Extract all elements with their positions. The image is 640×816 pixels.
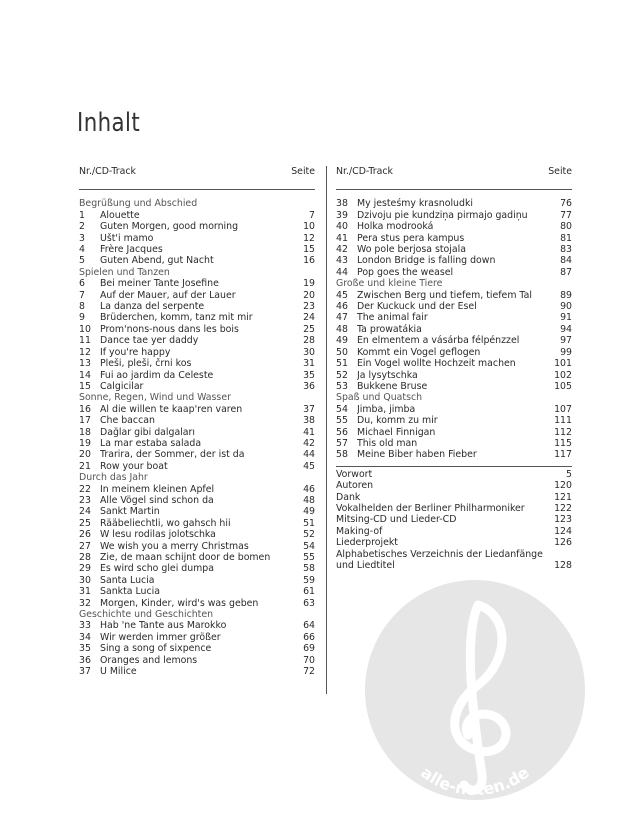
page-number: 69 xyxy=(303,643,315,655)
extra-row xyxy=(336,526,572,537)
page-number: 5 xyxy=(566,468,572,480)
track-number: 9 xyxy=(79,312,85,324)
toc-row xyxy=(79,312,315,323)
track-number: 42 xyxy=(336,244,348,256)
page-title: Inhalt xyxy=(77,108,141,138)
toc-row xyxy=(79,244,315,255)
toc-row xyxy=(336,347,572,358)
page-number: 45 xyxy=(303,460,315,472)
track-header: Nr./CD-Track xyxy=(336,166,393,177)
page-number: 55 xyxy=(303,552,315,563)
toc-row xyxy=(336,438,572,449)
page-number: 44 xyxy=(303,449,315,461)
extra-row xyxy=(336,537,572,548)
toc-row xyxy=(336,244,572,255)
track-number: 21 xyxy=(79,460,91,472)
track-number: 54 xyxy=(336,403,348,415)
song-title: U Milice xyxy=(100,666,137,678)
toc-row xyxy=(79,598,315,609)
extra-row xyxy=(336,549,572,560)
song-title: Brüderchen, komm, tanz mit mir xyxy=(100,312,253,324)
track-number: 47 xyxy=(336,312,348,324)
toc-row xyxy=(79,278,315,289)
toc-row xyxy=(336,255,572,266)
section-heading: Große und kleine Tiere xyxy=(336,278,443,290)
page-number: 99 xyxy=(560,346,572,358)
track-number: 24 xyxy=(79,506,91,518)
page-number: 12 xyxy=(303,232,315,244)
song-title: Dance tae yer daddy xyxy=(100,335,199,347)
song-title: La danza del serpente xyxy=(100,301,205,313)
track-header: Nr./CD-Track xyxy=(79,166,136,177)
song-title: Row your boat xyxy=(100,460,168,472)
page-number: 91 xyxy=(560,312,572,324)
page-number: 83 xyxy=(560,244,572,256)
toc-row xyxy=(79,484,315,495)
section-heading: Durch das Jahr xyxy=(79,472,148,484)
track-number: 14 xyxy=(79,369,91,381)
song-title: Pleši, pleši, črni kos xyxy=(100,358,192,370)
page-number: 19 xyxy=(303,278,315,290)
page-number: 89 xyxy=(560,289,572,301)
toc-row xyxy=(79,324,315,335)
track-number: 23 xyxy=(79,494,91,506)
extra-row xyxy=(336,503,572,514)
extra-title: Autoren xyxy=(336,480,374,492)
page-number: 42 xyxy=(303,437,315,449)
extra-title: Mitsing-CD und Lieder-CD xyxy=(336,514,457,526)
song-title: Che baccan xyxy=(100,415,155,427)
page-number: 52 xyxy=(303,529,315,541)
track-number: 38 xyxy=(336,198,348,210)
toc-row xyxy=(79,495,315,506)
track-number: 3 xyxy=(79,232,85,244)
toc-row xyxy=(336,358,572,369)
track-number: 33 xyxy=(79,620,91,632)
song-title: Morgen, Kinder, wird's was geben xyxy=(100,597,259,609)
page-number: 61 xyxy=(303,586,315,598)
page-number: 25 xyxy=(303,323,315,335)
track-number: 11 xyxy=(79,335,91,347)
track-number: 12 xyxy=(79,346,91,358)
page-number: 102 xyxy=(554,369,572,381)
toc-row xyxy=(79,563,315,574)
song-title: Pera stus pera kampus xyxy=(357,232,465,244)
track-number: 26 xyxy=(79,529,91,541)
extra-title: Vorwort xyxy=(336,468,373,480)
toc-row xyxy=(79,529,315,540)
toc-row xyxy=(336,404,572,415)
section-heading: Geschichte und Geschichten xyxy=(79,609,214,621)
toc-row xyxy=(79,643,315,654)
page-number: 63 xyxy=(303,597,315,609)
page-number: 76 xyxy=(560,198,572,210)
page-number: 101 xyxy=(554,358,572,370)
page-number: 87 xyxy=(560,266,572,278)
song-title: Meine Biber haben Fieber xyxy=(357,449,477,461)
song-title: Rääbeliechtli, wo gahsch hii xyxy=(100,517,231,529)
toc-row xyxy=(336,221,572,232)
toc-row xyxy=(79,210,315,221)
page-number: 36 xyxy=(303,380,315,392)
track-number: 16 xyxy=(79,403,91,415)
page-number: 126 xyxy=(554,537,572,549)
page-number: 15 xyxy=(303,244,315,256)
page-number: 31 xyxy=(303,358,315,370)
page-number: 66 xyxy=(303,631,315,643)
watermark-text: alle-noten.de xyxy=(417,762,533,800)
track-number: 49 xyxy=(336,335,348,347)
toc-row xyxy=(79,233,315,244)
page-number: 23 xyxy=(303,301,315,313)
track-number: 2 xyxy=(79,221,85,233)
track-number: 8 xyxy=(79,301,85,313)
song-title: Guten Morgen, good morning xyxy=(100,221,239,233)
page-number: 112 xyxy=(554,426,572,438)
track-number: 22 xyxy=(79,483,91,495)
page-number: 48 xyxy=(303,494,315,506)
page-number: 84 xyxy=(560,255,572,267)
track-number: 41 xyxy=(336,232,348,244)
track-number: 18 xyxy=(79,426,91,438)
page-number: 124 xyxy=(554,525,572,537)
extras-list xyxy=(336,469,572,572)
page-number: 123 xyxy=(554,514,572,526)
song-title: Zie, de maan schijnt door de bomen xyxy=(100,552,271,563)
song-title: Pop goes the weasel xyxy=(357,266,454,278)
toc-row xyxy=(79,541,315,552)
track-number: 17 xyxy=(79,415,91,427)
toc-row xyxy=(79,301,315,312)
toc-row xyxy=(79,449,315,460)
song-title: Frère Jacques xyxy=(100,244,163,256)
toc-row xyxy=(336,312,572,323)
page-number: 115 xyxy=(554,437,572,449)
track-number: 36 xyxy=(79,654,91,666)
song-title: The animal fair xyxy=(357,312,428,324)
toc-row xyxy=(79,358,315,369)
track-number: 35 xyxy=(79,643,91,655)
song-title: Hab 'ne Tante aus Marokko xyxy=(100,620,227,632)
page-number: 70 xyxy=(303,654,315,666)
page-number: 59 xyxy=(303,574,315,586)
toc-row xyxy=(79,335,315,346)
song-title: In meinem kleinen Apfel xyxy=(100,483,215,495)
toc-row xyxy=(336,198,572,209)
track-number: 20 xyxy=(79,449,91,461)
song-title: Sankt Martin xyxy=(100,506,160,518)
section-heading: Spielen und Tanzen xyxy=(79,266,170,278)
page-number: 81 xyxy=(560,232,572,244)
song-title: Bei meiner Tante Josefine xyxy=(100,278,219,290)
track-number: 32 xyxy=(79,597,91,609)
song-title: Ušt'i mamo xyxy=(100,232,154,244)
toc-row xyxy=(79,221,315,232)
toc-row xyxy=(79,586,315,597)
song-title: Jimba, jimba xyxy=(357,403,416,415)
track-number: 31 xyxy=(79,586,91,598)
extra-title: Dank xyxy=(336,491,361,503)
header-rule xyxy=(79,189,315,190)
song-title: Oranges and lemons xyxy=(100,654,198,666)
page-number: 72 xyxy=(303,666,315,678)
page-header: Seite xyxy=(291,166,315,177)
song-title: Alle Vögel sind schon da xyxy=(100,494,214,506)
column-divider xyxy=(326,166,327,694)
song-title: Trarira, der Sommer, der ist da xyxy=(100,449,245,461)
song-title: Du, komm zu mir xyxy=(357,415,438,427)
page-number: 122 xyxy=(554,502,572,514)
section-heading: Sonne, Regen, Wind und Wasser xyxy=(79,392,231,404)
page-number: 24 xyxy=(303,312,315,324)
page-number: 46 xyxy=(303,483,315,495)
track-number: 27 xyxy=(79,540,91,552)
page-number xyxy=(554,549,572,560)
track-number: 50 xyxy=(336,346,348,358)
page-number: 111 xyxy=(554,415,572,427)
page-number: 121 xyxy=(554,491,572,503)
track-number: 46 xyxy=(336,301,348,313)
toc-row xyxy=(79,575,315,586)
section-heading: Begrüßung und Abschied xyxy=(79,198,198,210)
toc-row xyxy=(336,427,572,438)
track-number: 1 xyxy=(79,209,85,221)
track-number: 13 xyxy=(79,358,91,370)
toc-row xyxy=(79,381,315,392)
extras-rule xyxy=(336,466,572,467)
song-title: Santa Lucia xyxy=(100,574,155,586)
toc-row xyxy=(79,666,315,677)
track-number: 15 xyxy=(79,380,91,392)
song-title: Al die willen te kaap'ren varen xyxy=(100,403,243,415)
track-number: 37 xyxy=(79,666,91,678)
song-title: Guten Abend, gut Nacht xyxy=(100,255,214,267)
song-title: Sing a song of sixpence xyxy=(100,643,212,655)
track-number: 57 xyxy=(336,437,348,449)
extra-title: Alphabetisches Verzeichnis der Liedanfänge xyxy=(336,548,543,560)
column-header xyxy=(79,166,315,177)
track-number: 39 xyxy=(336,209,348,221)
header-rule xyxy=(336,189,572,190)
extra-title: Making-of xyxy=(336,525,383,537)
toc-row xyxy=(79,552,315,563)
song-title: We wish you a merry Christmas xyxy=(100,540,249,552)
track-number: 45 xyxy=(336,289,348,301)
page-number: 120 xyxy=(554,480,572,492)
track-number: 6 xyxy=(79,278,85,290)
track-number: 30 xyxy=(79,574,91,586)
toc-row xyxy=(79,370,315,381)
page-number: 30 xyxy=(303,346,315,358)
page-number: 77 xyxy=(560,209,572,221)
toc-row xyxy=(336,233,572,244)
song-title: Sankta Lucia xyxy=(100,586,160,598)
toc-row xyxy=(336,415,572,426)
song-title: Ein Vogel wollte Hochzeit machen xyxy=(357,358,516,370)
song-title: Zwischen Berg und tiefem, tiefem Tal xyxy=(357,289,532,301)
extra-row xyxy=(336,480,572,491)
track-number: 58 xyxy=(336,449,348,461)
song-title: Calgicilar xyxy=(100,380,144,392)
track-number: 28 xyxy=(79,552,91,563)
page-number: 94 xyxy=(560,323,572,335)
toc-row xyxy=(79,518,315,529)
song-title: Wo pole berjosa stojala xyxy=(357,244,466,256)
extra-row xyxy=(336,514,572,525)
toc-row xyxy=(336,449,572,460)
page-number: 35 xyxy=(303,369,315,381)
song-title: If you're happy xyxy=(100,346,171,358)
song-title: W lesu rodilas jolotschka xyxy=(100,529,216,541)
song-title: Dağlar gibi dalgaları xyxy=(100,426,195,438)
toc-row xyxy=(79,506,315,517)
toc-row xyxy=(336,370,572,381)
song-title: Holka modrooká xyxy=(357,221,434,233)
toc-row xyxy=(336,301,572,312)
toc-column-left xyxy=(79,166,315,677)
page-number: 10 xyxy=(303,221,315,233)
page-number: 54 xyxy=(303,540,315,552)
page-number: 7 xyxy=(309,209,315,221)
page-number: 28 xyxy=(303,335,315,347)
extra-row xyxy=(336,492,572,503)
page-number: 20 xyxy=(303,289,315,301)
track-number: 48 xyxy=(336,323,348,335)
song-title: Alouette xyxy=(100,209,140,221)
song-title: Kommt ein Vogel geflogen xyxy=(357,346,481,358)
page-number: 117 xyxy=(554,449,572,461)
track-number: 55 xyxy=(336,415,348,427)
toc-row xyxy=(79,290,315,301)
track-number: 10 xyxy=(79,323,91,335)
toc-row xyxy=(79,461,315,472)
track-number: 5 xyxy=(79,255,85,267)
song-title: Ta prowatákia xyxy=(357,323,422,335)
track-number: 44 xyxy=(336,266,348,278)
song-title: La mar estaba salada xyxy=(100,437,202,449)
toc-row xyxy=(336,210,572,221)
toc-list xyxy=(336,198,572,460)
toc-row xyxy=(336,335,572,346)
page-number: 64 xyxy=(303,620,315,632)
page-number: 128 xyxy=(554,560,572,571)
song-title: Es wird scho glei dumpa xyxy=(100,563,215,575)
section-heading: Spaß und Quatsch xyxy=(336,392,423,404)
page-header: Seite xyxy=(548,166,572,177)
track-number: 40 xyxy=(336,221,348,233)
toc-row xyxy=(79,632,315,643)
toc-row xyxy=(79,255,315,266)
toc-row xyxy=(79,620,315,631)
page-number: 105 xyxy=(554,380,572,392)
toc-row xyxy=(79,347,315,358)
track-number: 7 xyxy=(79,289,85,301)
song-title: Én elmentem a vásárba félpénzzel xyxy=(357,335,520,347)
song-title: Wir werden immer größer xyxy=(100,631,221,643)
toc-list xyxy=(79,198,315,677)
page-number: 107 xyxy=(554,403,572,415)
toc-row xyxy=(79,427,315,438)
track-number: 52 xyxy=(336,369,348,381)
track-number: 56 xyxy=(336,426,348,438)
toc-row xyxy=(336,267,572,278)
song-title: Ja lysytschka xyxy=(357,369,418,381)
song-title: Michael Finnigan xyxy=(357,426,436,438)
page-number: 16 xyxy=(303,255,315,267)
toc-row xyxy=(79,404,315,415)
extra-title: Liederprojekt xyxy=(336,537,398,549)
toc-row xyxy=(336,290,572,301)
toc-row xyxy=(79,655,315,666)
track-number: 34 xyxy=(79,631,91,643)
column-header xyxy=(336,166,572,177)
page-number: 51 xyxy=(303,517,315,529)
watermark-logo xyxy=(360,575,590,805)
song-title: This old man xyxy=(357,437,418,449)
page-number: 41 xyxy=(303,426,315,438)
extra-row xyxy=(336,560,572,571)
track-number: 25 xyxy=(79,517,91,529)
extra-title: Vokalhelden der Berliner Philharmoniker xyxy=(336,502,525,514)
page-number: 58 xyxy=(303,563,315,575)
song-title: Auf der Mauer, auf der Lauer xyxy=(100,289,236,301)
track-number: 43 xyxy=(336,255,348,267)
page-number: 90 xyxy=(560,301,572,313)
track-number: 53 xyxy=(336,380,348,392)
page-number: 38 xyxy=(303,415,315,427)
song-title: Der Kuckuck und der Esel xyxy=(357,301,477,313)
extra-title: und Liedtitel xyxy=(336,560,395,571)
song-title: My jesteśmy krasnoludki xyxy=(357,198,473,210)
song-title: Prom'nons-nous dans les bois xyxy=(100,323,239,335)
track-number: 29 xyxy=(79,563,91,575)
toc-row xyxy=(336,381,572,392)
song-title: Fui ao jardim da Celeste xyxy=(100,369,214,381)
page-number: 97 xyxy=(560,335,572,347)
song-title: London Bridge is falling down xyxy=(357,255,496,267)
page-number: 80 xyxy=(560,221,572,233)
track-number: 19 xyxy=(79,437,91,449)
track-number: 4 xyxy=(79,244,85,256)
toc-row xyxy=(79,415,315,426)
toc-column-right xyxy=(336,166,572,571)
page-number: 49 xyxy=(303,506,315,518)
page-number: 37 xyxy=(303,403,315,415)
song-title: Bukkene Bruse xyxy=(357,380,428,392)
extra-row xyxy=(336,469,572,480)
song-title: Dzivoju pie kundziņa pirmajo gadiņu xyxy=(357,209,528,221)
toc-row xyxy=(79,438,315,449)
toc-row xyxy=(336,324,572,335)
track-number: 51 xyxy=(336,358,348,370)
